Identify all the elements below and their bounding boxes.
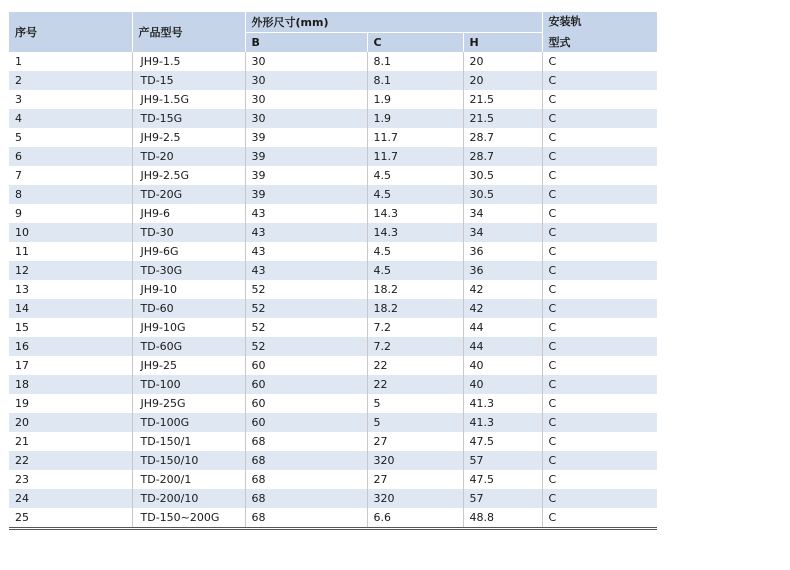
cell-b: 43	[245, 223, 367, 242]
cell-b: 68	[245, 451, 367, 470]
cell-h: 40	[463, 356, 542, 375]
cell-rail-type: C	[542, 508, 657, 527]
cell-b: 30	[245, 52, 367, 71]
cell-seq: 1	[9, 52, 132, 71]
cell-h: 36	[463, 261, 542, 280]
cell-b: 30	[245, 109, 367, 128]
cell-model: JH9-1.5	[132, 52, 245, 71]
header-model: 产品型号	[132, 12, 245, 52]
cell-rail-type: C	[542, 52, 657, 71]
cell-seq: 24	[9, 489, 132, 508]
cell-model: JH9-1.5G	[132, 90, 245, 109]
cell-seq: 19	[9, 394, 132, 413]
cell-rail-type: C	[542, 299, 657, 318]
cell-seq: 25	[9, 508, 132, 527]
cell-rail-type: C	[542, 432, 657, 451]
cell-h: 34	[463, 223, 542, 242]
cell-model: TD-100G	[132, 413, 245, 432]
table-row	[9, 223, 657, 242]
cell-h: 44	[463, 318, 542, 337]
cell-seq: 3	[9, 90, 132, 109]
cell-rail-type: C	[542, 185, 657, 204]
cell-c: 27	[367, 470, 463, 489]
cell-model: TD-60	[132, 299, 245, 318]
cell-rail-type: C	[542, 166, 657, 185]
table-row	[9, 261, 657, 280]
table-row	[9, 489, 657, 508]
cell-seq: 7	[9, 166, 132, 185]
cell-seq: 21	[9, 432, 132, 451]
cell-h: 42	[463, 299, 542, 318]
cell-model: TD-150/10	[132, 451, 245, 470]
cell-c: 4.5	[367, 166, 463, 185]
cell-model: JH9-10G	[132, 318, 245, 337]
cell-h: 28.7	[463, 147, 542, 166]
cell-rail-type: C	[542, 204, 657, 223]
cell-rail-type: C	[542, 128, 657, 147]
cell-b: 39	[245, 128, 367, 147]
cell-c: 27	[367, 432, 463, 451]
cell-b: 60	[245, 413, 367, 432]
cell-h: 40	[463, 375, 542, 394]
cell-b: 39	[245, 166, 367, 185]
cell-model: TD-150/1	[132, 432, 245, 451]
header-install-line2: 型式	[542, 33, 657, 53]
cell-model: JH9-2.5	[132, 128, 245, 147]
cell-h: 21.5	[463, 109, 542, 128]
table-row	[9, 299, 657, 318]
cell-model: JH9-25	[132, 356, 245, 375]
cell-h: 44	[463, 337, 542, 356]
cell-c: 320	[367, 489, 463, 508]
cell-b: 43	[245, 261, 367, 280]
cell-seq: 15	[9, 318, 132, 337]
cell-h: 28.7	[463, 128, 542, 147]
cell-h: 48.8	[463, 508, 542, 527]
cell-b: 52	[245, 337, 367, 356]
cell-h: 20	[463, 52, 542, 71]
cell-rail-type: C	[542, 318, 657, 337]
header-seq: 序号	[9, 12, 132, 52]
cell-seq: 22	[9, 451, 132, 470]
cell-b: 68	[245, 489, 367, 508]
cell-b: 52	[245, 280, 367, 299]
table-bottom-rule	[9, 527, 657, 530]
cell-b: 68	[245, 470, 367, 489]
table-row	[9, 204, 657, 223]
cell-model: TD-200/10	[132, 489, 245, 508]
cell-c: 7.2	[367, 318, 463, 337]
cell-c: 4.5	[367, 261, 463, 280]
cell-h: 30.5	[463, 185, 542, 204]
cell-rail-type: C	[542, 71, 657, 90]
cell-rail-type: C	[542, 242, 657, 261]
table-row	[9, 166, 657, 185]
cell-model: TD-150~200G	[132, 508, 245, 527]
cell-rail-type: C	[542, 223, 657, 242]
cell-h: 21.5	[463, 90, 542, 109]
cell-model: JH9-6	[132, 204, 245, 223]
cell-rail-type: C	[542, 375, 657, 394]
cell-c: 7.2	[367, 337, 463, 356]
cell-h: 36	[463, 242, 542, 261]
cell-seq: 2	[9, 71, 132, 90]
cell-rail-type: C	[542, 261, 657, 280]
cell-h: 34	[463, 204, 542, 223]
cell-seq: 17	[9, 356, 132, 375]
cell-c: 18.2	[367, 299, 463, 318]
cell-c: 320	[367, 451, 463, 470]
cell-c: 11.7	[367, 128, 463, 147]
table-row	[9, 52, 657, 71]
cell-c: 1.9	[367, 109, 463, 128]
table-row	[9, 375, 657, 394]
table-row	[9, 451, 657, 470]
cell-model: TD-200/1	[132, 470, 245, 489]
cell-b: 30	[245, 71, 367, 90]
cell-seq: 10	[9, 223, 132, 242]
cell-b: 68	[245, 508, 367, 527]
header-b: B	[245, 33, 367, 53]
table-row	[9, 508, 657, 527]
cell-b: 30	[245, 90, 367, 109]
cell-model: TD-15	[132, 71, 245, 90]
cell-seq: 9	[9, 204, 132, 223]
cell-seq: 18	[9, 375, 132, 394]
table-body	[9, 52, 657, 527]
cell-rail-type: C	[542, 470, 657, 489]
cell-model: TD-15G	[132, 109, 245, 128]
cell-model: JH9-10	[132, 280, 245, 299]
cell-c: 6.6	[367, 508, 463, 527]
cell-c: 5	[367, 394, 463, 413]
cell-seq: 4	[9, 109, 132, 128]
cell-c: 5	[367, 413, 463, 432]
cell-b: 68	[245, 432, 367, 451]
cell-seq: 12	[9, 261, 132, 280]
table-row	[9, 394, 657, 413]
cell-model: JH9-2.5G	[132, 166, 245, 185]
cell-model: TD-60G	[132, 337, 245, 356]
cell-rail-type: C	[542, 356, 657, 375]
cell-c: 4.5	[367, 242, 463, 261]
table-row	[9, 337, 657, 356]
cell-seq: 8	[9, 185, 132, 204]
cell-rail-type: C	[542, 337, 657, 356]
cell-model: JH9-25G	[132, 394, 245, 413]
cell-seq: 5	[9, 128, 132, 147]
spec-table-container	[9, 12, 657, 530]
table-row	[9, 147, 657, 166]
cell-b: 52	[245, 299, 367, 318]
table-row	[9, 318, 657, 337]
cell-rail-type: C	[542, 280, 657, 299]
cell-h: 41.3	[463, 413, 542, 432]
cell-c: 14.3	[367, 223, 463, 242]
cell-seq: 20	[9, 413, 132, 432]
cell-seq: 16	[9, 337, 132, 356]
cell-model: TD-100	[132, 375, 245, 394]
cell-c: 8.1	[367, 71, 463, 90]
table-row	[9, 280, 657, 299]
cell-b: 43	[245, 242, 367, 261]
cell-c: 22	[367, 356, 463, 375]
table-header	[9, 12, 657, 52]
header-install-line1: 安装轨	[542, 12, 657, 33]
table-row	[9, 109, 657, 128]
cell-rail-type: C	[542, 147, 657, 166]
cell-h: 57	[463, 489, 542, 508]
table-row	[9, 71, 657, 90]
cell-model: TD-30G	[132, 261, 245, 280]
cell-h: 30.5	[463, 166, 542, 185]
table-row	[9, 128, 657, 147]
header-c: C	[367, 33, 463, 53]
cell-b: 60	[245, 394, 367, 413]
cell-rail-type: C	[542, 394, 657, 413]
cell-rail-type: C	[542, 413, 657, 432]
cell-rail-type: C	[542, 451, 657, 470]
cell-c: 1.9	[367, 90, 463, 109]
cell-h: 20	[463, 71, 542, 90]
cell-model: TD-20G	[132, 185, 245, 204]
cell-h: 41.3	[463, 394, 542, 413]
cell-h: 47.5	[463, 432, 542, 451]
cell-b: 52	[245, 318, 367, 337]
cell-rail-type: C	[542, 90, 657, 109]
cell-b: 60	[245, 356, 367, 375]
table-row	[9, 185, 657, 204]
table-row	[9, 413, 657, 432]
table-row	[9, 242, 657, 261]
cell-seq: 23	[9, 470, 132, 489]
cell-c: 18.2	[367, 280, 463, 299]
cell-h: 57	[463, 451, 542, 470]
cell-b: 60	[245, 375, 367, 394]
cell-b: 43	[245, 204, 367, 223]
header-h: H	[463, 33, 542, 53]
table-row	[9, 470, 657, 489]
cell-c: 4.5	[367, 185, 463, 204]
cell-rail-type: C	[542, 489, 657, 508]
table-row	[9, 432, 657, 451]
cell-seq: 14	[9, 299, 132, 318]
cell-seq: 6	[9, 147, 132, 166]
cell-model: JH9-6G	[132, 242, 245, 261]
cell-c: 14.3	[367, 204, 463, 223]
cell-h: 47.5	[463, 470, 542, 489]
product-dimension-table	[9, 12, 657, 527]
table-row	[9, 356, 657, 375]
cell-rail-type: C	[542, 109, 657, 128]
cell-c: 22	[367, 375, 463, 394]
cell-model: TD-30	[132, 223, 245, 242]
cell-c: 8.1	[367, 52, 463, 71]
header-dimensions: 外形尺寸(mm)	[245, 12, 542, 33]
cell-c: 11.7	[367, 147, 463, 166]
table-row	[9, 90, 657, 109]
cell-b: 39	[245, 185, 367, 204]
cell-seq: 11	[9, 242, 132, 261]
cell-seq: 13	[9, 280, 132, 299]
cell-b: 39	[245, 147, 367, 166]
cell-model: TD-20	[132, 147, 245, 166]
cell-h: 42	[463, 280, 542, 299]
